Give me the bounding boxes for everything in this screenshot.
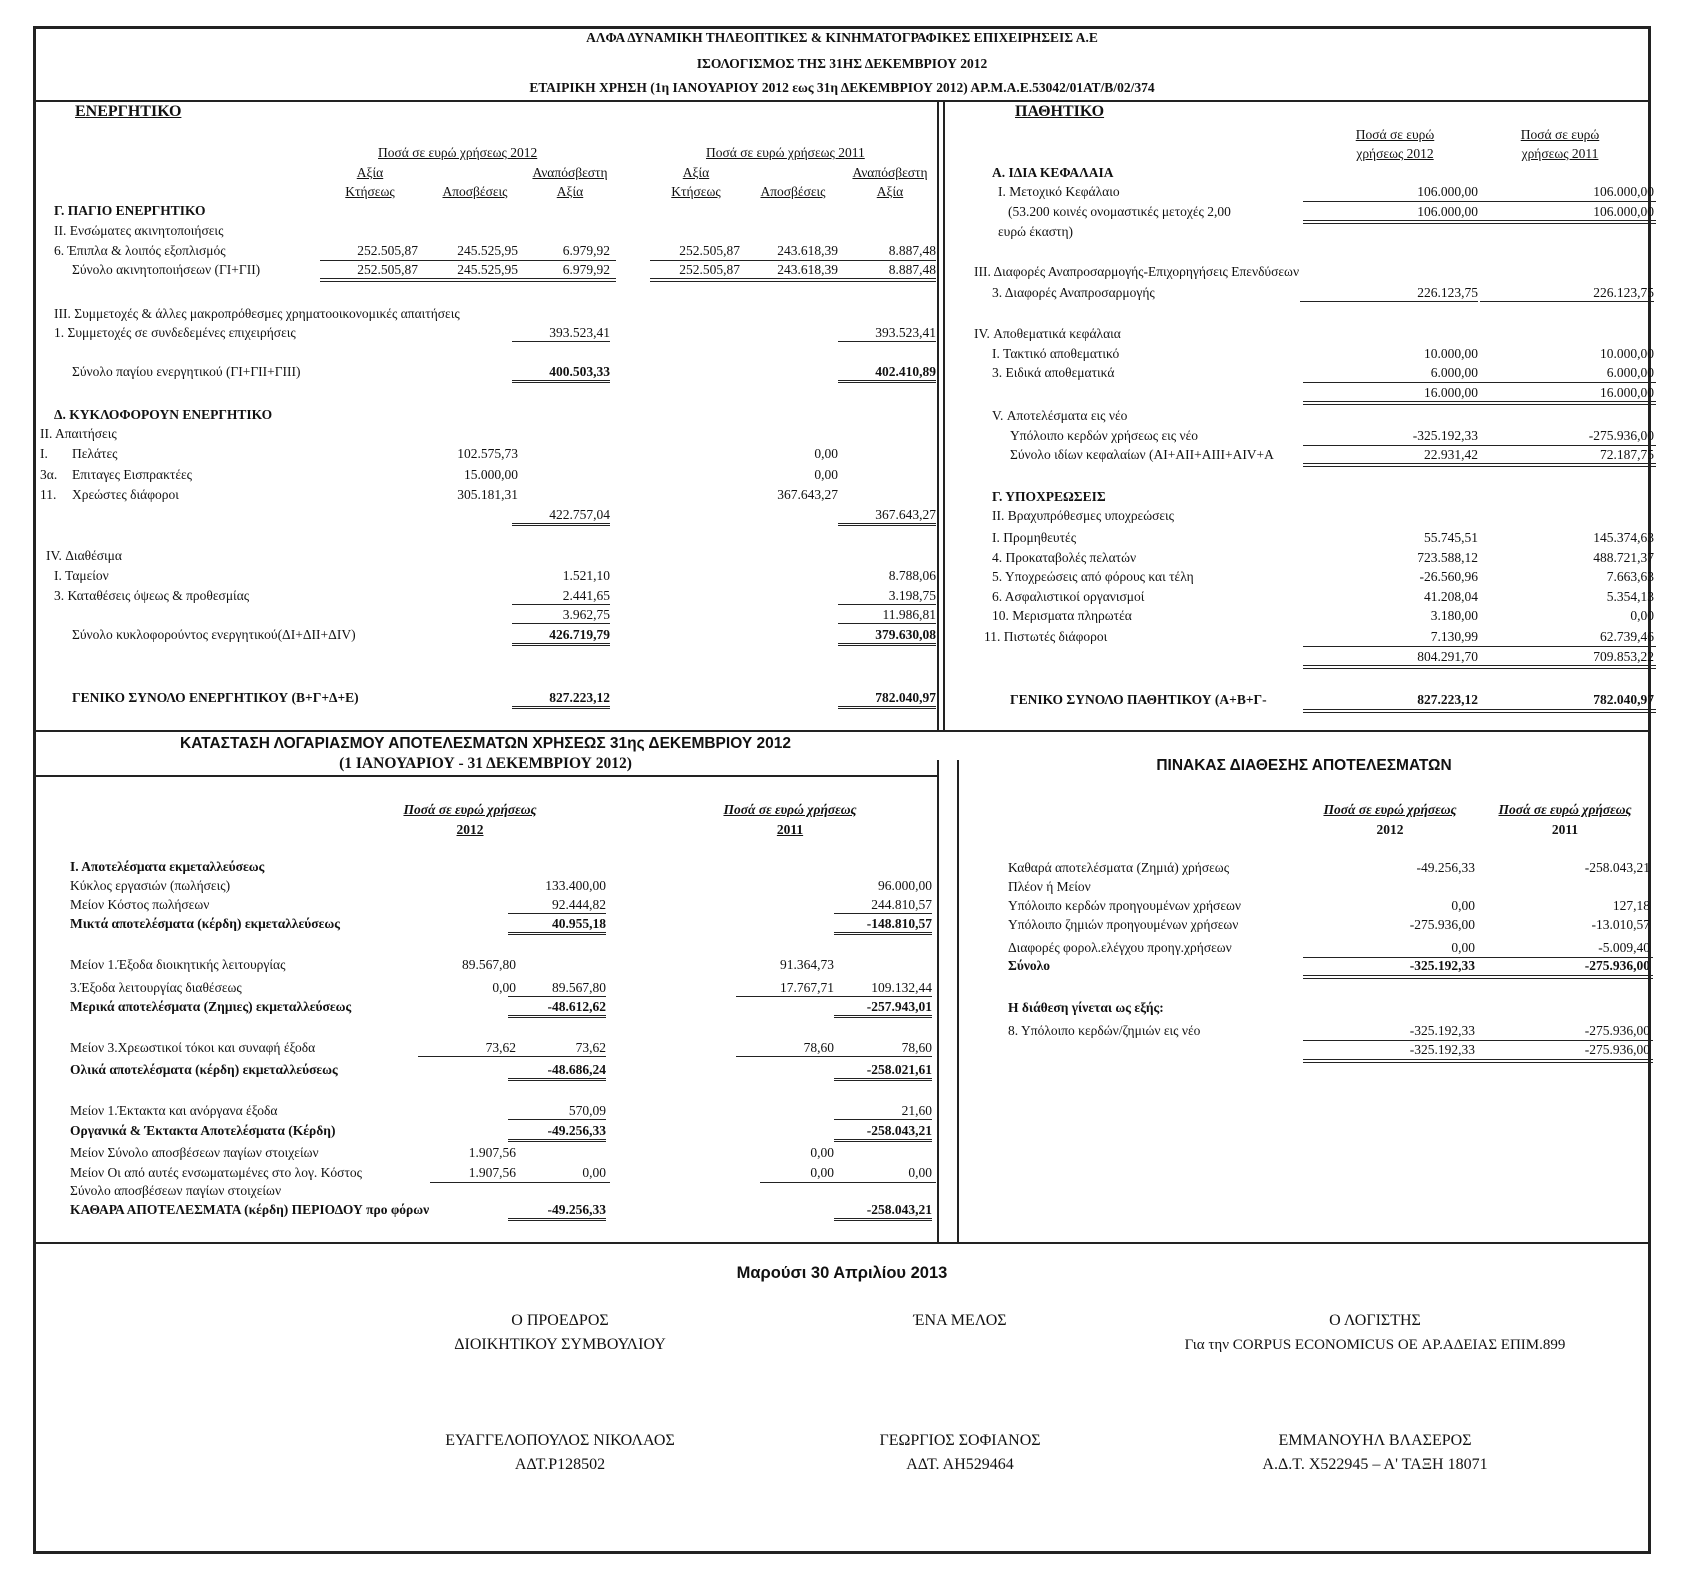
dist-plus-label: Πλέον ή Μείον (1008, 879, 1091, 894)
liability-item-2011: 62.739,46 (1600, 629, 1654, 644)
legal-reserve-label: Ι. Τακτικό αποθεματικό (992, 346, 1120, 361)
liability-item-label: 11. Πιστωτές διάφοροι (984, 629, 1108, 644)
president-name: ΕΥΑΓΓΕΛΟΠΟΥΛΟΣ ΝΙΚΟΛΑΟΣ (445, 1432, 675, 1449)
short-term-title: ΙΙ. Βραχυπρόθεσμες υποχρεώσεις (992, 508, 1175, 523)
cashbox-2012: 1.521,10 (562, 568, 610, 583)
col-dep-2011: Αποσβέσεις (760, 184, 826, 199)
dist-year-2011: 2011 (1551, 822, 1579, 837)
dist-prev-loss-2011: -13.010,57 (1591, 917, 1650, 932)
obligations-total-2012: 804.291,70 (1417, 649, 1478, 664)
depreciation-cost-2011: 0,00 (908, 1165, 932, 1180)
col-acq-2012-b: Κτήσεως (345, 184, 395, 199)
income-period: (1 ΙΑΝΟΥΑΡΙΟΥ - 31 ΔΕΚΕΜΒΡΙΟΥ 2012) (339, 755, 632, 772)
deposits-2012: 2.441,65 (512, 588, 610, 605)
partial-2012: -48.612,62 (508, 999, 606, 1018)
obligations-title: Γ. ΥΠΟΧΡΕΩΣΕΙΣ (992, 489, 1106, 504)
current-total-label: Σύνολο κυκλοφορούντος ενεργητικού(ΔΙ+ΔΙΙ+ΔΙV) (72, 627, 356, 642)
dist-prev-loss-label: Υπόλοιπο ζημιών προηγουμένων χρήσεων (1008, 917, 1239, 932)
depreciation-cost-part-2012: 1.907,56 (468, 1165, 516, 1180)
col-net-2011-a: Αναπόσβεστη (852, 165, 928, 180)
accountant-id: Α.Δ.Τ. Χ522945 – Α' ΤΑΞΗ 18071 (1262, 1456, 1488, 1473)
total-operating-label: Ολικά αποτελέσματα (κέρδη) εκμεταλλεύσεως (70, 1062, 338, 1077)
rule (1303, 646, 1656, 647)
participations-label: 1. Συμμετοχές σε συνδεδεμένες επιχειρήσεις (54, 325, 296, 340)
dist-tax-diff-2011: -5.009,40 (1598, 940, 1650, 955)
dist-net-label: Καθαρά αποτελέσματα (Ζημιά) χρήσεως (1008, 860, 1230, 875)
cash-total-2012: 3.962,75 (512, 607, 610, 624)
debtors-num: 11. (40, 487, 57, 502)
balance-title: ΙΣΟΛΟΓΙΣΜΟΣ ΤΗΣ 31ΗΣ ΔΕΚΕΜΒΡΙΟΥ 2012 (696, 56, 988, 71)
debtors-label: Χρεώστες διάφοροι (72, 487, 179, 502)
depreciation-cost-2012: 0,00 (582, 1165, 606, 1180)
fiscal-period: ΕΤΑΙΡΙΚΗ ΧΡΗΣΗ (1η ΙΑΝΟΥΑΡΙΟΥ 2012 εως 31η ΔΕΚΕΜΒΡΙΟΥ 2012) ΑΡ.Μ.Α.Ε.53042/01ΑΤ/Β/02/374 (529, 80, 1155, 95)
tangible-total-dep-2012: 245.525,95 (457, 262, 518, 277)
furniture-acq-2012: 252.505,87 (357, 243, 418, 258)
dist-net-2012: -49.256,33 (1416, 860, 1475, 875)
accountant-name: ΕΜΜΑΝΟΥΗΛ ΒΛΑΣΕΡΟΣ (1278, 1432, 1472, 1449)
income-header-2011: Ποσά σε ευρώ χρήσεως (723, 802, 857, 817)
depreciation-label: Σύνολο αποσβέσεων παγίων στοιχείων (70, 1183, 282, 1198)
carried-2011: -275.936,00 (1588, 428, 1654, 443)
dist-carried-2011: -275.936,00 (1584, 1023, 1650, 1038)
dist-total-label: Σύνολο (1008, 958, 1050, 973)
organic-extra-2012: -49.256,33 (508, 1123, 606, 1142)
liability-item-label: 5. Υποχρεώσεις από φόρους και τέλη (992, 569, 1194, 584)
partial-2011: -257.943,01 (834, 999, 932, 1018)
place-date: Μαρούσι 30 Απριλίου 2013 (736, 1264, 948, 1282)
obligations-total-2011: 709.853,22 (1593, 649, 1654, 664)
current-total-2012: 426.719,79 (512, 627, 610, 646)
rule (320, 278, 616, 282)
special-reserve-2011: 6.000,00 (1606, 365, 1654, 380)
header-divider (33, 100, 1651, 102)
cashbox-2011: 8.788,06 (888, 568, 936, 583)
debtors-2012: 305.181,31 (457, 487, 518, 502)
dist-header-2011: Ποσά σε ευρώ χρήσεως (1498, 802, 1632, 817)
receivables-total-2012: 422.757,04 (512, 507, 610, 526)
income-title-line (33, 775, 938, 777)
member-name: ΓΕΩΡΓΙΟΣ ΣΟΦΙΑΝΟΣ (879, 1432, 1041, 1449)
assets-grand-total-label: ΓΕΝΙΚΟ ΣΥΝΟΛΟ ΕΝΕΡΓΗΤΙΚΟΥ (Β+Γ+Δ+Ε) (72, 690, 359, 705)
reval-label: 3. Διαφορές Αναπροσαρμογής (992, 285, 1155, 300)
gross-label: Μικτά αποτελέσματα (κέρδη) εκμεταλλεύσεως (70, 916, 340, 931)
liability-item-label: 4. Προκαταβολές πελατών (992, 550, 1137, 565)
reserves-title: ΙV. Αποθεματικά κεφάλαια (974, 326, 1121, 341)
turnover-2011: 96.000,00 (878, 878, 932, 893)
cheques-label: Επιταγες Εισπρακτέες (72, 467, 193, 482)
turnover-2012: 133.400,00 (545, 878, 606, 893)
liability-item-2011: 7.663,63 (1606, 569, 1654, 584)
income-year-2011: 2011 (776, 822, 804, 837)
assets-title: ΕΝΕΡΓΗΤΙΚΟ (75, 103, 182, 120)
accountant-title: Ο ΛΟΓΙΣΤΗΣ (1329, 1312, 1421, 1329)
assets-header-2012: Ποσά σε ευρώ χρήσεως 2012 (378, 145, 538, 160)
dist-total-2012: -325.192,33 (1409, 958, 1475, 973)
liab-header-2012-b: χρήσεως 2012 (1356, 146, 1434, 161)
rule (650, 278, 936, 282)
dist-carried-total-2012: -325.192,33 (1409, 1042, 1475, 1057)
liability-item-2012: 7.130,99 (1430, 629, 1478, 644)
rule (1303, 1040, 1653, 1041)
current-total-2011: 379.630,08 (838, 627, 936, 646)
president-id: ΑΔΤ.Ρ128502 (514, 1456, 606, 1473)
president-title: Ο ΠΡΟΕΔΡΟΣ (511, 1312, 609, 1329)
fixed-total-label: Σύνολο παγίου ενεργητικού (ΓΙ+ΓΙΙ+ΓΙΙΙ) (72, 364, 301, 379)
admin-part-2011: 91.364,73 (780, 957, 834, 972)
rule (1303, 665, 1656, 669)
interest-label: Μείον 3.Χρεωστικοί τόκοι και συναφή έξοδα (70, 1040, 316, 1055)
furniture-dep-2012: 245.525,95 (457, 243, 518, 258)
interest-2011: 78,60 (834, 1040, 932, 1057)
legal-reserve-2012: 10.000,00 (1424, 346, 1478, 361)
gross-2012: 40.955,18 (508, 916, 606, 935)
income-year-2012: 2012 (456, 822, 484, 837)
tangible-total-net-2011: 8.887,48 (888, 262, 936, 277)
col-acq-2011-a: Αξία (682, 165, 710, 180)
selling-part-2011: 17.767,71 (736, 980, 834, 997)
depreciation-total-2012: 1.907,56 (468, 1145, 516, 1160)
col-acq-2011-b: Κτήσεως (671, 184, 721, 199)
tangible-total-net-2012: 6.979,92 (562, 262, 610, 277)
balance-bottom-line (33, 730, 1651, 732)
liabilities-grand-total-2011: 782.040,97 (1593, 692, 1654, 707)
liability-item-2011: 5.354,13 (1606, 589, 1654, 604)
liability-item-2012: 723.588,12 (1417, 550, 1478, 565)
equity-total-label: Σύνολο ιδίων κεφαλαίων (ΑΙ+ΑΙΙ+ΑΙΙΙ+ΑΙV+Α (1010, 447, 1274, 462)
equity-total-2011: 72.187,75 (1600, 447, 1654, 462)
cogs-2011: 244.810,57 (834, 897, 932, 914)
net-results-label: ΚΑΘΑΡΑ ΑΠΟΤΕΛΕΣΜΑΤΑ (κέρδη) ΠΕΡΙΟΔΟΥ προ φόρων (70, 1202, 430, 1217)
participations-title: ΙΙΙ. Συμμετοχές & άλλες μακροπρόθεσμες χρηματοοικονομικές απαιτήσεις (54, 306, 460, 321)
liab-header-2011-a: Ποσά σε ευρώ (1520, 127, 1600, 142)
deposits-2011: 3.198,75 (838, 588, 936, 605)
admin-part-2012: 89.567,80 (462, 957, 516, 972)
extraordinary-2011: 21,60 (834, 1103, 932, 1120)
selling-label: 3.Έξοδα λειτουργίας διαθέσεως (70, 980, 242, 995)
rule (650, 260, 936, 261)
receivables-total-2011: 367.643,27 (838, 507, 936, 526)
carried-2012: -325.192,33 (1412, 428, 1478, 443)
company-name: ΑΛΦΑ ΔΥΝΑΜΙΚΗ ΤΗΛΕΟΠΤΙΚΕΣ & ΚΙΝΗΜΑΤΟΓΡΑΦΙΚΕΣ ΕΠΙΧΕΙΡΗΣΕΙΣ Α.Ε (586, 30, 1098, 45)
liability-item-label: 10. Μερισματα πληρωτέα (992, 608, 1132, 623)
share-capital-2012: 106.000,00 (1417, 184, 1478, 199)
depreciation-cost-part-2011: 0,00 (810, 1165, 834, 1180)
tangible-total-acq-2011: 252.505,87 (679, 262, 740, 277)
dist-total-2011: -275.936,00 (1584, 958, 1650, 973)
furniture-dep-2011: 243.618,39 (777, 243, 838, 258)
deposits-label: 3. Καταθέσεις όψεως & προθεσμίας (54, 588, 250, 603)
operating-title: Ι. Αποτελέσματα εκμεταλλεύσεως (70, 859, 265, 874)
liability-item-label: 6. Ασφαλιστικοί οργανισμοί (992, 589, 1145, 604)
carried-label: Υπόλοιπο κερδών χρήσεως εις νέο (1010, 428, 1199, 443)
dist-carried-2012: -325.192,33 (1409, 1023, 1475, 1038)
depreciation-total-label: Μείον Σύνολο αποσβέσεων παγίων στοιχείων (70, 1145, 319, 1160)
member-title: ΈΝΑ ΜΕΛΟΣ (913, 1312, 1007, 1329)
shares-note-line2: ευρώ έκαστη) (998, 224, 1074, 239)
organic-extra-2011: -258.043,21 (834, 1123, 932, 1142)
tangible-total-dep-2011: 243.618,39 (777, 262, 838, 277)
share-capital-label: Ι. Μετοχικό Κεφάλαιο (998, 184, 1120, 199)
cheques-2012: 15.000,00 (464, 467, 518, 482)
admin-label: Μείον 1.Έξοδα διοικητικής λειτουργίας (70, 957, 286, 972)
dist-prev-profit-label: Υπόλοιπο κερδών προηγουμένων χρήσεων (1008, 898, 1241, 913)
debtors-2011: 367.643,27 (777, 487, 838, 502)
reserves-total-2012: 16.000,00 (1424, 385, 1478, 400)
customers-2011: 0,00 (814, 446, 838, 461)
distribution-title: ΠΙΝΑΚΑΣ ΔΙΑΘΕΣΗΣ ΑΠΟΤΕΛΕΣΜΑΤΩΝ (1156, 757, 1452, 774)
dist-prev-profit-2011: 127,18 (1612, 898, 1650, 913)
rule (1303, 445, 1656, 446)
interest-part-2012: 73,62 (418, 1040, 516, 1057)
dist-tax-diff-label: Διαφορές φορολ.ελέγχου προηγ.χρήσεων (1008, 940, 1232, 955)
fixed-total-2012: 400.503,33 (512, 364, 610, 383)
dist-net-2011: -258.043,21 (1584, 860, 1650, 875)
furniture-label: 6. Έπιπλα & λοιπός εξοπλισμός (54, 243, 226, 258)
turnover-label: Κύκλος εργασιών (πωλήσεις) (70, 878, 231, 893)
liability-item-2011: 0,00 (1630, 608, 1654, 623)
reserves-total-2011: 16.000,00 (1600, 385, 1654, 400)
furniture-net-2012: 6.979,92 (562, 243, 610, 258)
cashbox-label: Ι. Ταμείον (54, 568, 109, 583)
liabilities-grand-total-label: ΓΕΝΙΚΟ ΣΥΝΟΛΟ ΠΑΘΗΤΙΚΟΥ (Α+Β+Γ- (1010, 692, 1267, 707)
cash-title: ΙV. Διαθέσιμα (46, 548, 122, 563)
depreciation-total-2011: 0,00 (810, 1145, 834, 1160)
liab-header-2012-a: Ποσά σε ευρώ (1355, 127, 1435, 142)
shares-total-2011: 106.000,00 (1593, 204, 1654, 219)
results-title: V. Αποτελέσματα εις νέο (992, 408, 1128, 423)
president-title-2: ΔΙΟΙΚΗΤΙΚΟΥ ΣΥΜΒΟΥΛΙΟΥ (454, 1336, 666, 1353)
shares-total-2012: 106.000,00 (1417, 204, 1478, 219)
shares-note-line1: (53.200 κοινές ονομαστικές μετοχές 2,00 (1008, 204, 1231, 219)
col-net-2011-b: Αξία (876, 184, 904, 199)
equity-title: Α. ΙΔΙΑ ΚΕΦΑΛΑΙΑ (992, 165, 1114, 180)
selling-2012: 89.567,80 (508, 980, 606, 997)
equity-total-2012: 22.931,42 (1424, 447, 1478, 462)
customers-label: Πελάτες (72, 446, 118, 461)
depreciation-cost-label: Μείον Οι από αυτές ενσωματωμένες στο λογ. Κόστος (70, 1165, 362, 1180)
assets-grand-total-2012: 827.223,12 (512, 690, 610, 709)
dist-carried-label: 8. Υπόλοιπο κερδών/ζημιών εις νέο (1008, 1023, 1201, 1038)
participations-2012: 393.523,41 (512, 325, 610, 342)
accountant-firm: Για την CORPUS ECONOMICUS OE ΑΡ.ΑΔΕΙΑΣ ΕΠΙΜ.899 (1184, 1337, 1566, 1353)
customers-num: Ι. (40, 446, 48, 461)
rule (1303, 201, 1656, 202)
liabilities-title: ΠΑΘΗΤΙΚΟ (1015, 103, 1105, 120)
tangible-total-label: Σύνολο ακινητοποιήσεων (ΓΙ+ΓΙΙ) (72, 262, 261, 277)
balance-divider-right (943, 100, 945, 730)
selling-part-2012: 0,00 (492, 980, 516, 995)
rule (1303, 709, 1656, 713)
furniture-net-2011: 8.887,48 (888, 243, 936, 258)
dist-prev-profit-2012: 0,00 (1451, 898, 1475, 913)
liab-header-2011-b: χρήσεως 2011 (1521, 146, 1599, 161)
tangible-total-acq-2012: 252.505,87 (357, 262, 418, 277)
rule (430, 1182, 610, 1183)
special-reserve-label: 3. Ειδικά αποθεματικά (992, 365, 1115, 380)
customers-2012: 102.575,73 (457, 446, 518, 461)
total-operating-2011: -258.021,61 (834, 1062, 932, 1081)
reval-2012: 226.123,75 (1300, 285, 1478, 302)
reval-title: ΙΙΙ. Διαφορές Αναπροσαρμογής-Επιχορηγήσεις Επενδύσεων (974, 264, 1300, 279)
total-operating-2012: -48.686,24 (508, 1062, 606, 1081)
dist-alloc-title: Η διάθεση γίνεται ως εξής: (1008, 1000, 1164, 1015)
cheques-2011: 0,00 (814, 467, 838, 482)
fixed-assets-title: Γ. ΠΑΓΙΟ ΕΝΕΡΓΗΤΙΚΟ (54, 203, 206, 218)
col-net-2012-a: Αναπόσβεστη (532, 165, 608, 180)
liability-item-2011: 145.374,63 (1593, 530, 1654, 545)
rule (1303, 382, 1656, 383)
cogs-label: Μείον Κόστος πωλήσεων (70, 897, 210, 912)
income-title: ΚΑΤΑΣΤΑΣΗ ΛΟΓΑΡΙΑΣΜΟΥ ΑΠΟΤΕΛΕΣΜΑΤΩΝ ΧΡΗΣΕΩΣ 31ης ΔΕΚΕΜΒΡΙΟΥ 2012 (180, 735, 791, 752)
col-dep-2012: Αποσβέσεις (442, 184, 508, 199)
liability-item-2011: 488.721,37 (1593, 550, 1654, 565)
cogs-2012: 92.444,82 (508, 897, 606, 914)
assets-header-2011: Ποσά σε ευρώ χρήσεως 2011 (706, 145, 865, 160)
liability-item-2012: -26.560,96 (1419, 569, 1478, 584)
legal-reserve-2011: 10.000,00 (1600, 346, 1654, 361)
rule (1303, 401, 1656, 405)
rule (760, 1182, 936, 1183)
reval-2011: 226.123,75 (1480, 285, 1654, 302)
rule (1303, 220, 1656, 224)
assets-grand-total-2011: 782.040,97 (838, 690, 936, 709)
income-header-2012: Ποσά σε ευρώ χρήσεως (403, 802, 537, 817)
partial-label: Μερικά αποτελέσματα (Ζημιες) εκμεταλλεύσεως (70, 999, 352, 1014)
current-assets-title: Δ. ΚΥΚΛΟΦΟΡΟΥΝ ΕΝΕΡΓΗΤΙΚΟ (54, 407, 273, 422)
interest-2012: 73,62 (508, 1040, 606, 1057)
selling-2011: 109.132,44 (834, 980, 932, 997)
dist-tax-diff-2012: 0,00 (1451, 940, 1475, 955)
dist-header-2012: Ποσά σε ευρώ χρήσεως (1323, 802, 1457, 817)
organic-extra-label: Οργανικά & Έκτακτα Αποτελέσματα (Κέρδη) (70, 1123, 336, 1138)
liability-item-2012: 3.180,00 (1430, 608, 1478, 623)
gross-2011: -148.810,57 (834, 916, 932, 935)
extraordinary-2012: 570,09 (508, 1103, 606, 1120)
share-capital-2011: 106.000,00 (1593, 184, 1654, 199)
income-divider-right (957, 760, 959, 1242)
footer-divider (33, 1242, 1651, 1244)
rule (1303, 463, 1656, 467)
liability-item-2012: 41.208,04 (1424, 589, 1478, 604)
income-divider-left (937, 760, 939, 1242)
cash-total-2011: 11.986,81 (838, 607, 936, 624)
furniture-acq-2011: 252.505,87 (679, 243, 740, 258)
tangible-title: ΙΙ. Ενσώματες ακινητοποιήσεις (54, 223, 224, 238)
rule (1303, 975, 1653, 979)
member-id: ΑΔΤ. ΑΗ529464 (906, 1456, 1014, 1473)
rule (1303, 1059, 1653, 1063)
col-acq-2012-a: Αξία (356, 165, 384, 180)
net-results-2011: -258.043,21 (834, 1202, 932, 1221)
participations-2011: 393.523,41 (838, 325, 936, 342)
fixed-total-2011: 402.410,89 (838, 364, 936, 383)
special-reserve-2012: 6.000,00 (1430, 365, 1478, 380)
receivables-title: ΙΙ. Απαιτήσεις (40, 426, 117, 441)
net-results-2012: -49.256,33 (508, 1202, 606, 1221)
interest-part-2011: 78,60 (736, 1040, 834, 1057)
col-net-2012-b: Αξία (556, 184, 584, 199)
rule (320, 260, 616, 261)
dist-year-2012: 2012 (1376, 822, 1404, 837)
liability-item-label: Ι. Προμηθευτές (992, 530, 1077, 545)
liabilities-grand-total-2012: 827.223,12 (1417, 692, 1478, 707)
extraordinary-label: Μείον 1.Έκτακτα και ανόργανα έξοδα (70, 1103, 278, 1118)
dist-carried-total-2011: -275.936,00 (1584, 1042, 1650, 1057)
cheques-num: 3α. (40, 467, 58, 482)
dist-prev-loss-2012: -275.936,00 (1409, 917, 1475, 932)
liability-item-2012: 55.745,51 (1424, 530, 1478, 545)
